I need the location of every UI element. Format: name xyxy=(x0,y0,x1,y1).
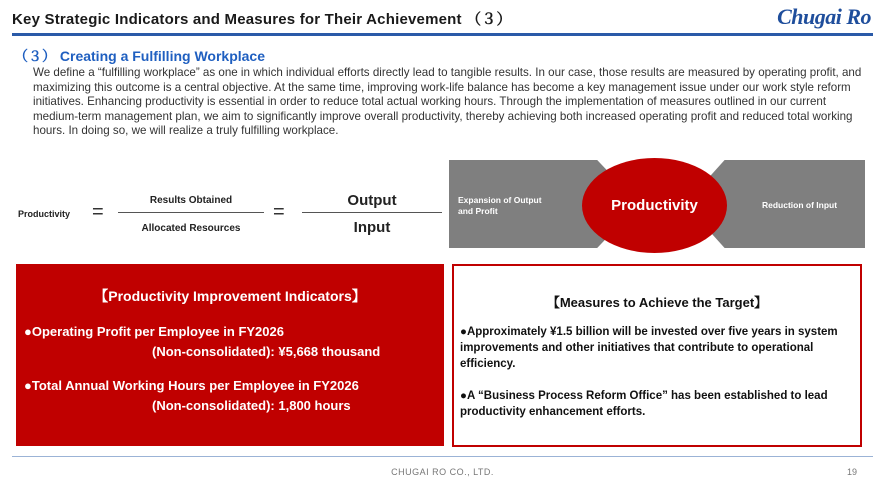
measures-box xyxy=(452,264,862,447)
equals-sign-2: = xyxy=(273,201,285,223)
indicator-item-2-line2: (Non-consolidated): 1,800 hours xyxy=(152,398,351,413)
indicators-title: 【Productivity Improvement Indicators】 xyxy=(94,288,366,304)
indicators-box xyxy=(16,264,444,446)
indicator-item-1-line2: (Non-consolidated): ¥5,668 thousand xyxy=(152,344,381,359)
indicator-item-2 xyxy=(24,376,434,416)
fraction2-denominator: Input xyxy=(353,219,391,236)
company-logo: Chugai Ro xyxy=(777,4,871,29)
intro-paragraph: We define a “fulfilling workplace” as one in which individual efforts directly lead to tangible results. In our case, those results are measured by operating profit, and maximizing this outcome is a central objective. At the same time, improving work-life balance has become a key management issue under our work style reform initiatives. Enhancing productivity is essential in order to reduce total actual working hours. Through the implementation of measures outlined in our current medium-term management plan, we aim to significantly improve overall productivity, thereby achieving both increased operating profit and reduced total working hours. In doing so, we will realize a truly fulfilling workplace. xyxy=(33,66,862,138)
indicator-item-2-line1: ●Total Annual Working Hours per Employee in FY2026 xyxy=(24,378,359,393)
measure-item-2: ●A “Business Process Reform Office” has been established to lead productivity enhancement efforts. xyxy=(460,390,828,418)
fraction2-bar xyxy=(302,212,442,213)
measures-title: 【Measures to Achieve the Target】 xyxy=(546,295,768,310)
indicator-item-1-line1: ●Operating Profit per Employee in FY2026 xyxy=(24,324,284,339)
footer-company: CHUGAI RO CO., LTD. xyxy=(391,467,494,477)
formula-label: Productivity xyxy=(18,209,71,219)
fraction1-numerator: Results Obtained xyxy=(149,195,233,206)
indicator-item-1 xyxy=(24,322,434,362)
productivity-ellipse xyxy=(582,158,727,253)
footer-divider xyxy=(12,456,873,457)
page-number: 19 xyxy=(846,467,857,477)
expansion-arrow-label: Expansion of Output and Profit xyxy=(458,195,542,216)
measure-item-1: ●Approximately ¥1.5 billion will be invested over five years in system improvements and other initiatives that contribute to operational efficiency. xyxy=(460,326,838,370)
fraction1-denominator: Allocated Resources xyxy=(141,223,241,234)
header-divider xyxy=(12,33,873,36)
page-title: Key Strategic Indicators and Measures for Their Achievement （３） xyxy=(12,11,512,28)
equals-sign-1: = xyxy=(92,201,104,223)
productivity-ellipse-label: Productivity xyxy=(611,197,698,214)
fraction2-numerator: Output xyxy=(347,192,397,209)
section-heading: （３） Creating a Fulfilling Workplace xyxy=(14,48,265,64)
reduction-arrow-label: Reduction of Input xyxy=(762,200,838,210)
fraction1-bar xyxy=(118,212,264,213)
